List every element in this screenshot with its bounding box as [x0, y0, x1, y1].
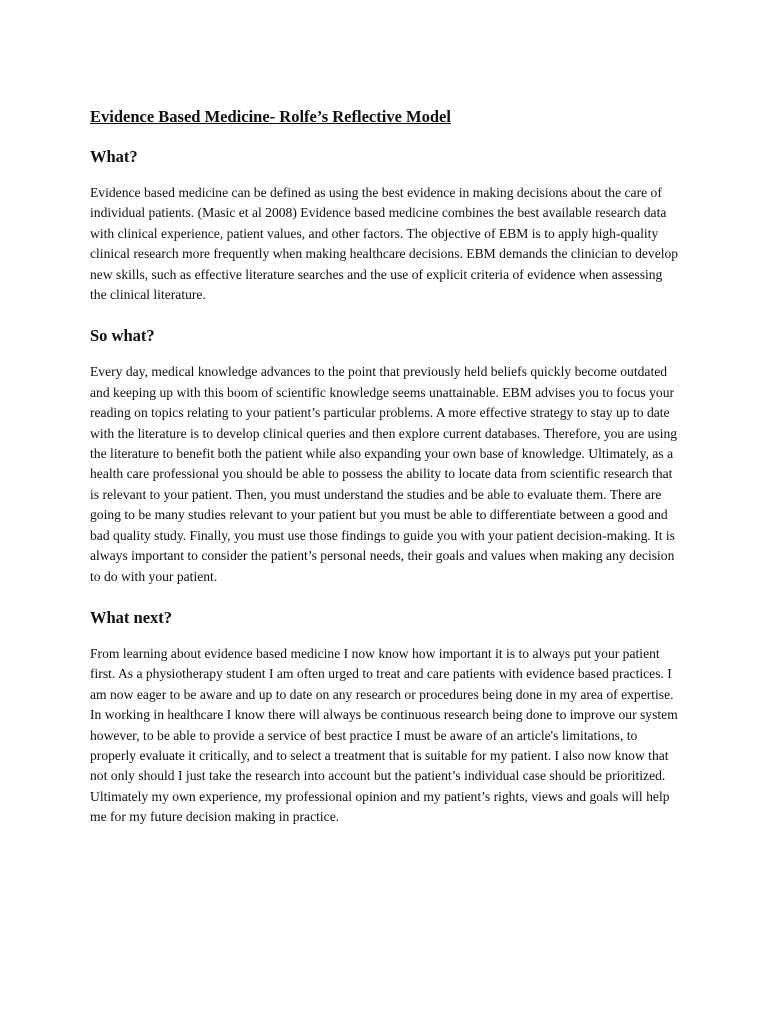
section-heading-what-next: What next? [90, 607, 173, 627]
section-body-so-what: Every day, medical knowledge advances to the point that previously held beliefs quickly become outdated and keeping up with this boom of scientific knowledge seems unattainable. EBM advises you to focus your reading on topics relating to your patient’s particular problems. A more effective strategy to stay up to date with the literature is to develop clinical queries and then explore current databases. Therefore, you are using the literature to benefit both the patient while also expanding your own base of knowledge. Ultimately, as a health care professional you should be able to possess the ability to locate data from scientific research that is relevant to your patient. Then, you must understand the studies and be able to evaluate them. There are going to be many studies relevant to your patient but you must be able to differentiate between a good and bad quality study. Finally, you must use those findings to guide you with your patient decision-making. It is always important to consider the patient’s personal needs, their goals and values when making any decision to do with your patient. [90, 364, 678, 584]
document-title: Evidence Based Medicine- Rolfe’s Reflective Model [90, 107, 451, 126]
section-heading-so-what: So what? [90, 326, 155, 346]
section-what-next [90, 607, 680, 828]
section-what [90, 146, 680, 305]
document-page [90, 106, 680, 848]
section-so-what [90, 325, 680, 586]
section-body-what-next: From learning about evidence based medicine I now know how important it is to always put your patient first. As a physiotherapy student I am often urged to treat and care patients with evidence based practices. I am now eager to be aware and up to date on any research or procedures being done in my area of expertise. In working in healthcare I know there will always be continuous research being done to improve our system however, to be able to provide a service of best practice I must be aware of an article's limitations, to properly evaluate it critically, and to select a treatment that is suitable for my patient. I also now know that not only should I just take the research into account but the patient’s individual case should be prioritized. Ultimately my own experience, my professional opinion and my patient’s rights, views and goals will help me for my future decision making in practice. [90, 645, 678, 825]
section-heading-what: What? [90, 147, 138, 166]
section-body-what: Evidence based medicine can be defined as using the best evidence in making decisions about the care of individual patients. (Masic et al 2008) Evidence based medicine combines the best available research data with clinical experience, patient values, and other factors. The objective of EBM is to apply high-quality clinical research more frequently when making healthcare decisions. EBM demands the clinician to develop new skills, such as effective literature searches and the use of explicit criteria of evidence when assessing the clinical literature. [90, 185, 679, 303]
